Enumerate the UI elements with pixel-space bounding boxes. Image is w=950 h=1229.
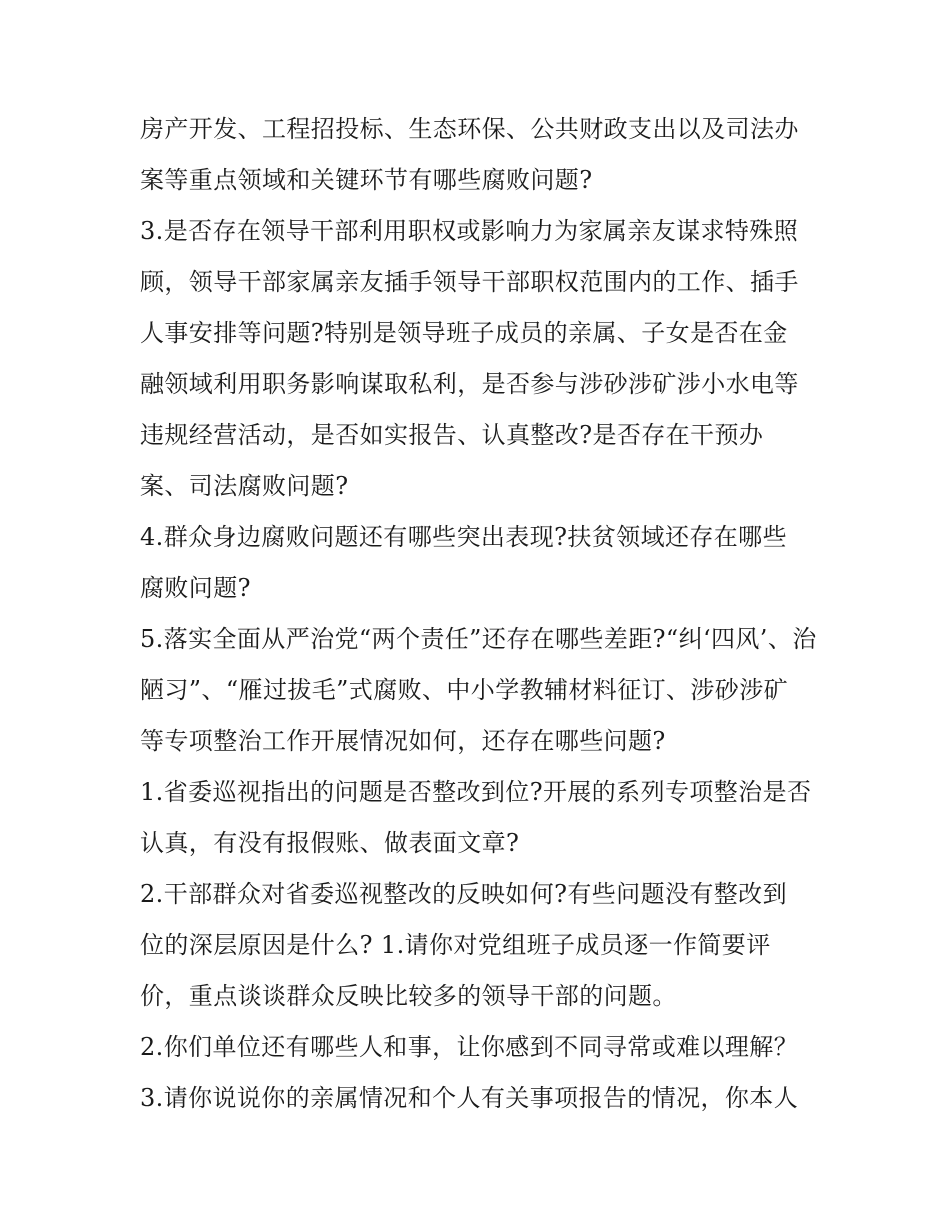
text-line: 人事安排等问题?特别是领导班子成员的亲属、子女是否在金 <box>140 319 788 347</box>
text-line: 3.请你说说你的亲属情况和个人有关事项报告的情况，你本人 <box>140 1084 799 1112</box>
text-line: 认真，有没有报假账、做表面文章? <box>140 829 520 857</box>
text-line: 4.群众身边腐败问题还有哪些突出表现?扶贫领域还存在哪些 <box>140 523 787 551</box>
document-body <box>140 104 830 1124</box>
text-line: 陋习”、“雁过拔毛”式腐败、中小学教辅材料征订、涉砂涉矿 <box>140 676 789 704</box>
text-line: 顾，领导干部家属亲友插手领导干部职权范围内的工作、插手 <box>140 268 799 296</box>
text-line: 腐败问题? <box>140 574 251 602</box>
text-line: 融领域利用职务影响谋取私利，是否参与涉砂涉矿涉小水电等 <box>140 370 799 398</box>
text-line: 3.是否存在领导干部利用职权或影响力为家属亲友谋求特殊照 <box>140 217 799 245</box>
text-line: 2.干部群众对省委巡视整改的反映如何?有些问题没有整改到 <box>140 880 787 908</box>
text-line: 1.省委巡视指出的问题是否整改到位?开展的系列专项整治是否 <box>140 778 812 806</box>
text-line: 案等重点领域和关键环节有哪些腐败问题? <box>140 166 593 194</box>
text-line: 违规经营活动，是否如实报告、认真整改?是否存在干预办 <box>140 421 764 449</box>
text-line: 案、司法腐败问题? <box>140 472 349 500</box>
text-line: 价，重点谈谈群众反映比较多的领导干部的问题。 <box>140 982 677 1010</box>
text-line: 等专项整治工作开展情况如何，还存在哪些问题? <box>140 727 666 755</box>
text-line: 5.落实全面从严治党“两个责任”还存在哪些差距?“纠‘四风’、治 <box>140 625 817 653</box>
text-line: 房产开发、工程招投标、生态环保、公共财政支出以及司法办 <box>140 115 799 143</box>
text-line: 位的深层原因是什么? 1.请你对党组班子成员逐一作简要评 <box>140 931 771 959</box>
text-line: 2.你们单位还有哪些人和事，让你感到不同寻常或难以理解？ <box>140 1033 799 1061</box>
